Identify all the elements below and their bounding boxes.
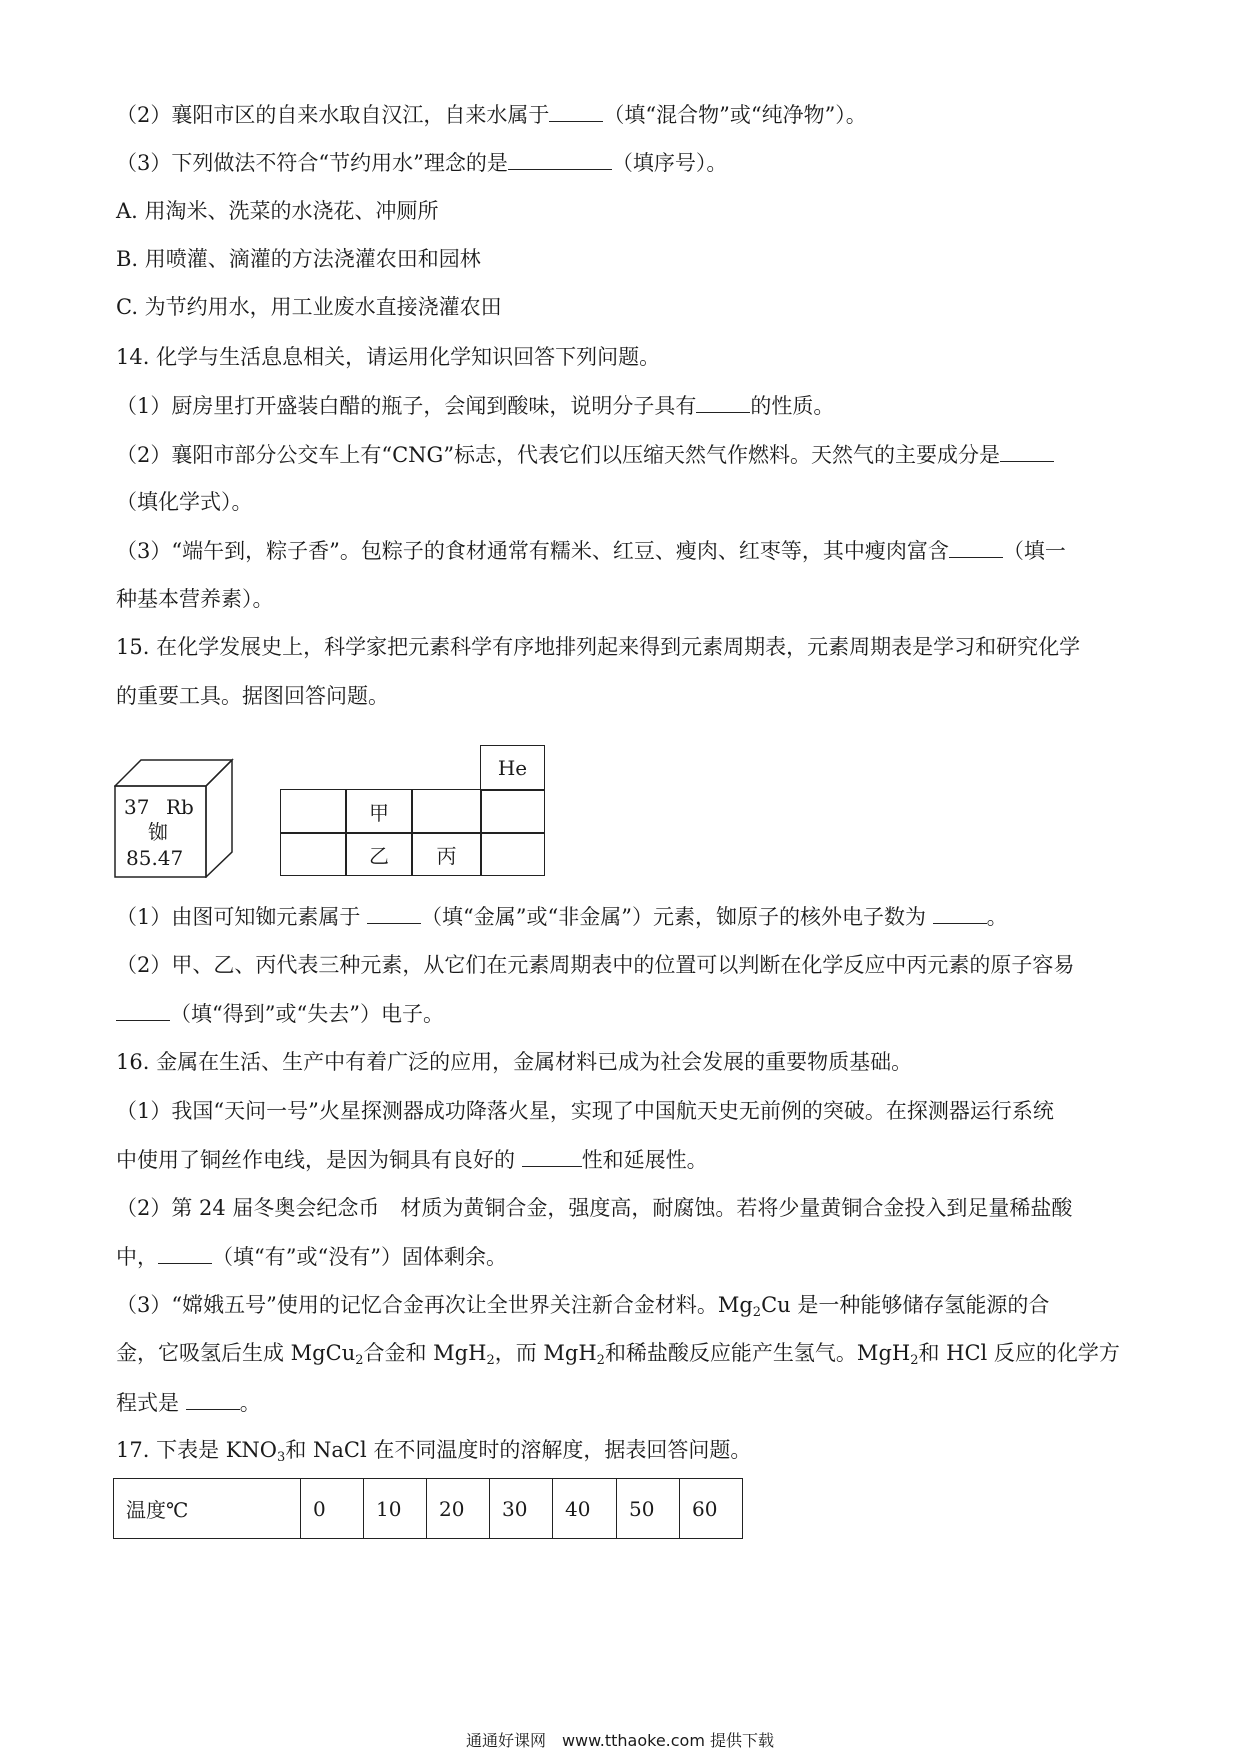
q14-stem: 14. 化学与生活息息相关，请运用化学知识回答下列问题。 [116, 345, 661, 369]
q16-part3-line1: （3）“嫦娥五号”使用的记忆合金再次让全世界关注新合金材料。$Mg_2Cu$ 是一种能够储存氢能源的合 [116, 1293, 1050, 1320]
answer-blank[interactable] [367, 903, 421, 924]
element-name: 铷 [148, 820, 168, 844]
q16-part2-line2: 中， （填“有”或“没有”）固体剩余。 [116, 1245, 507, 1269]
q15-part2-line2: （填“得到”或“失去”）电子。 [116, 1000, 444, 1027]
q14-part2-line2: （填化学式）。 [116, 490, 253, 514]
table-cell: 60 [680, 1479, 743, 1539]
cell-r1c1 [280, 789, 347, 834]
q15-stem-line2: 的重要工具。据图回答问题。 [116, 684, 389, 708]
cell-he: He [480, 745, 545, 791]
cell-r1c3 [411, 789, 482, 834]
answer-blank[interactable] [158, 1243, 212, 1264]
periodic-table-fragment [280, 745, 545, 876]
table-cell: 0 [301, 1479, 364, 1539]
q16-part3-line2: 金，它吸氢后生成 MgCu$_2$合金和 MgH$_2$，而 MgH$_2$和稀盐酸反应能产生氢气。MgH$_2$和 HCl 反应的化学方 [116, 1341, 1120, 1368]
answer-blank[interactable] [933, 903, 987, 924]
q15-part2-line1: （2）甲、乙、丙代表三种元素，从它们在元素周期表中的位置可以判断在化学反应中丙元素的原子容易 [116, 953, 1075, 977]
q13-option-c: C. 为节约用水，用工业废水直接浇灌农田 [116, 295, 502, 319]
cell-r2c4 [480, 832, 545, 876]
table-cell: 10 [364, 1479, 427, 1539]
q14-part3-line1: （3）“端午到，粽子香”。包粽子的食材通常有糯米、红豆、瘦肉、红枣等，其中瘦肉富含 （填一 [116, 539, 1066, 563]
q15-part1: （1）由图可知铷元素属于 （填“金属”或“非金属”）元素，铷原子的核外电子数为 。 [116, 905, 1008, 929]
table-row [114, 1479, 743, 1539]
cell-r2c1 [280, 832, 347, 876]
q13-part3: （3）下列做法不符合“节约用水”理念的是 （填序号）。 [116, 151, 728, 175]
answer-blank[interactable] [696, 392, 750, 413]
cell-bing: 丙 [411, 832, 482, 876]
answer-blank[interactable] [549, 101, 603, 122]
page-footer: 通通好课网 www.tthaoke.com 提供下载 [465, 1731, 775, 1750]
table-header-temperature: 温度℃ [114, 1479, 301, 1539]
q16-part1-line1: （1）我国“天问一号”火星探测器成功降落火星，实现了中国航天史无前例的突破。在探测器运行系统 [116, 1099, 1054, 1123]
q16-part3-line3: 程式是 。 [116, 1391, 261, 1415]
q16-part2-line1: （2）第 24 届冬奥会纪念币 材质为黄铜合金，强度高，耐腐蚀。若将少量黄铜合金投入到足量稀盐酸 [116, 1196, 1073, 1220]
table-cell: 50 [617, 1479, 680, 1539]
q15-stem-line1: 15. 在化学发展史上，科学家把元素科学有序地排列起来得到元素周期表，元素周期表是学习和研究化学 [116, 635, 1081, 659]
answer-blank[interactable] [949, 537, 1003, 558]
q16-stem: 16. 金属在生活、生产中有着广泛的应用，金属材料已成为社会发展的重要物质基础。 [116, 1050, 913, 1074]
solubility-table [113, 1478, 743, 1539]
answer-blank[interactable] [116, 1000, 170, 1021]
rubidium-element-cube [114, 758, 236, 878]
cell-jia: 甲 [345, 789, 413, 834]
q16-part1-line2: 中使用了铜丝作电线，是因为铜具有良好的 性和延展性。 [116, 1148, 708, 1172]
element-symbol: Rb [166, 795, 194, 819]
table-cell: 20 [427, 1479, 490, 1539]
answer-blank[interactable] [522, 1146, 582, 1167]
q13-option-a: A. 用淘米、洗菜的水浇花、冲厕所 [116, 199, 439, 223]
atomic-number: 37 [124, 795, 150, 819]
q14-part2-line1: （2）襄阳市部分公交车上有“CNG”标志，代表它们以压缩天然气作燃料。天然气的主要成分是 [116, 441, 1054, 468]
q13-option-b: B. 用喷灌、滴灌的方法浇灌农田和园林 [116, 247, 481, 271]
answer-blank[interactable] [508, 149, 612, 170]
answer-blank[interactable] [1000, 441, 1054, 462]
table-cell: 40 [553, 1479, 617, 1539]
q17-stem: 17. 下表是 $KNO_3$和 NaCl 在不同温度时的溶解度，据表回答问题。 [116, 1438, 752, 1465]
q14-part3-line2: 种基本营养素）。 [116, 587, 274, 611]
atomic-mass: 85.47 [126, 846, 184, 870]
answer-blank[interactable] [186, 1389, 240, 1410]
q13-part2: （2）襄阳市区的自来水取自汉江，自来水属于 （填“混合物”或“纯净物”）。 [116, 103, 867, 127]
cell-yi: 乙 [345, 832, 413, 876]
table-cell: 30 [490, 1479, 553, 1539]
q14-part1: （1）厨房里打开盛装白醋的瓶子，会闻到酸味，说明分子具有 的性质。 [116, 394, 835, 418]
cell-r1c4 [480, 789, 545, 834]
